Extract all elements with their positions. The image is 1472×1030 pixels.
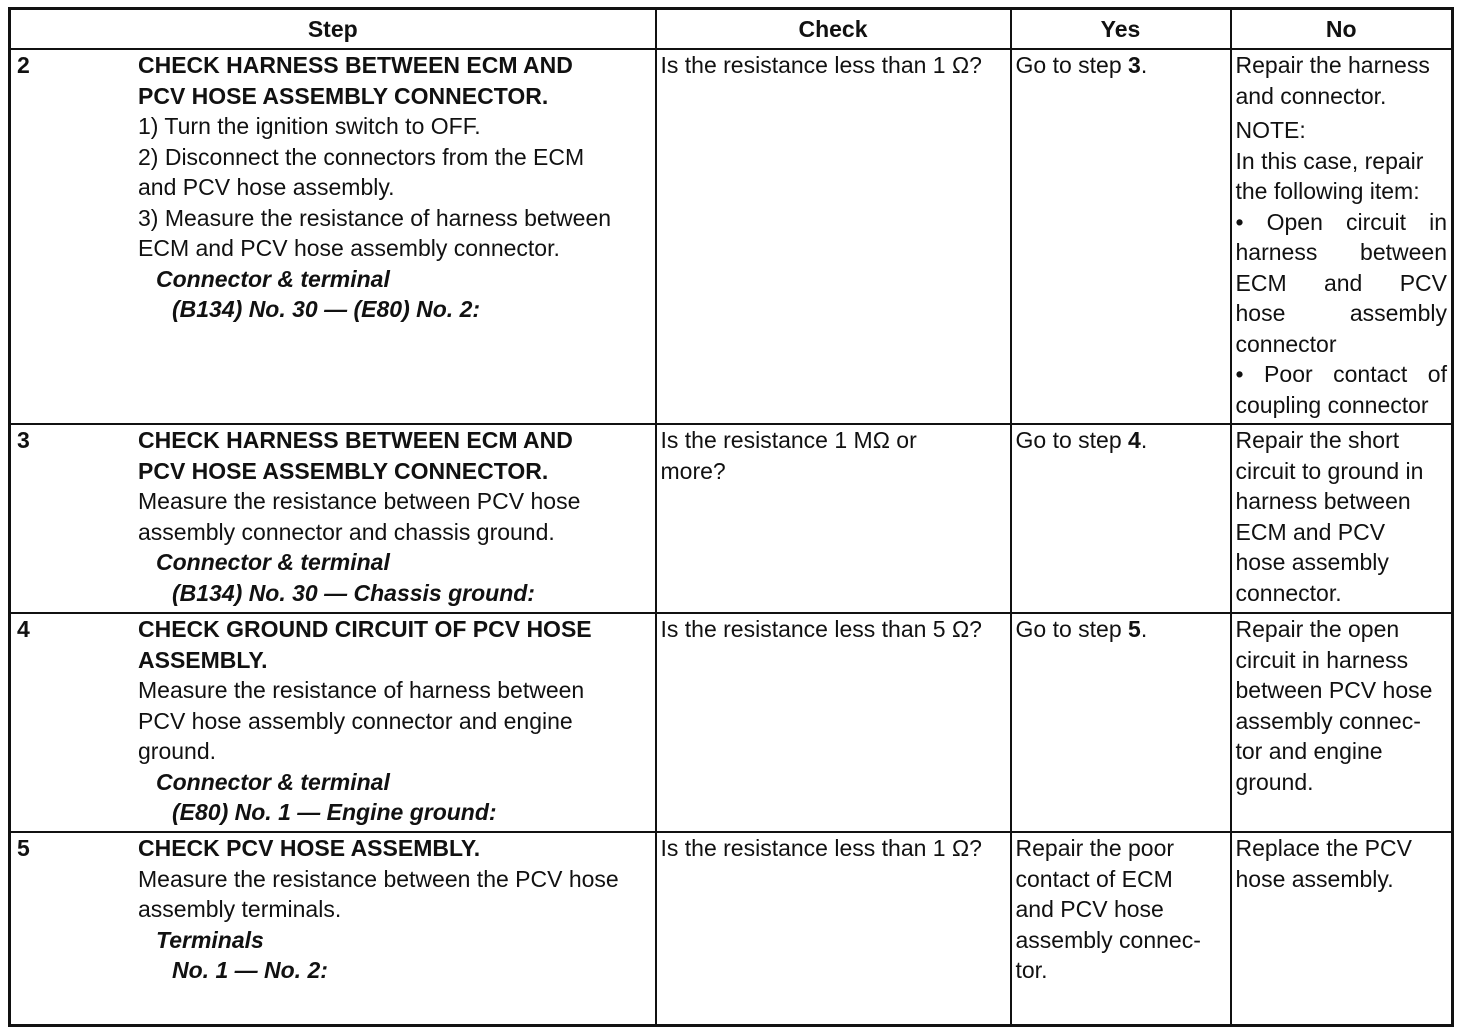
no-text: harness between xyxy=(1235,488,1411,514)
step-title: CHECK HARNESS BETWEEN ECM AND xyxy=(138,52,573,78)
yes-cell xyxy=(1011,613,1231,832)
no-text: between PCV hose xyxy=(1235,677,1433,703)
yes-suffix: . xyxy=(1140,616,1148,642)
check-text: more? xyxy=(660,457,726,484)
spec-value: (B134) No. 30 — Chassis ground: xyxy=(172,579,535,606)
step-title: ASSEMBLY. xyxy=(138,646,268,673)
check-cell: Is the resistance less than 5 Ω? xyxy=(656,613,1011,832)
yes-cell xyxy=(1011,424,1231,613)
no-text: tor and engine xyxy=(1235,738,1383,764)
spec-label: Terminals xyxy=(156,926,264,953)
no-text: assembly connec- xyxy=(1235,707,1421,734)
check-cell: Is the resistance less than 1 Ω? xyxy=(656,49,1011,424)
note-item: ECM and PCV xyxy=(1235,269,1447,296)
spec-label: Connector & terminal xyxy=(156,549,390,575)
header-yes: Yes xyxy=(1011,9,1231,50)
no-text: circuit in harness xyxy=(1235,646,1409,673)
step-cell xyxy=(10,49,656,424)
yes-text: tor. xyxy=(1015,957,1048,983)
note-item: • Poor contact of xyxy=(1235,361,1447,387)
yes-text: Go to step xyxy=(1015,52,1129,78)
spec-label: Connector & terminal xyxy=(156,265,390,292)
step-instruction: ECM and PCV hose assembly connector. xyxy=(138,235,560,261)
yes-text: Go to step xyxy=(1015,616,1129,642)
yes-step-ref: 5 xyxy=(1128,616,1141,642)
no-text: circuit to ground in xyxy=(1235,457,1424,484)
step-instruction: assembly connector and chassis ground. xyxy=(138,518,555,545)
step-instruction: 3) Measure the resistance of harness between xyxy=(138,204,612,231)
no-text: hose assembly xyxy=(1235,549,1389,575)
step-instruction: Measure the resistance between the PCV hose xyxy=(138,865,619,892)
yes-step-ref: 4 xyxy=(1128,427,1141,453)
step-title: PCV HOSE ASSEMBLY CONNECTOR. xyxy=(138,457,549,484)
step-title: CHECK HARNESS BETWEEN ECM AND xyxy=(138,427,573,453)
note-item: hose assembly xyxy=(1235,300,1447,326)
note-item: coupling connector xyxy=(1235,391,1429,418)
step-instruction: and PCV hose assembly. xyxy=(138,174,395,200)
no-cell xyxy=(1231,49,1453,424)
step-title: PCV HOSE ASSEMBLY CONNECTOR. xyxy=(138,82,549,109)
diagnostic-table xyxy=(8,7,1454,1027)
step-title: CHECK GROUND CIRCUIT OF PCV HOSE xyxy=(138,616,592,642)
check-cell xyxy=(656,424,1011,613)
yes-text: assembly connec- xyxy=(1015,926,1201,953)
header-row xyxy=(10,9,1453,50)
spec-value: (B134) No. 30 — (E80) No. 2: xyxy=(172,296,481,322)
no-cell xyxy=(1231,613,1453,832)
no-text: Replace the PCV xyxy=(1235,835,1412,861)
step-number: 3 xyxy=(17,427,30,453)
yes-cell xyxy=(1011,49,1231,424)
step-instruction: 1) Turn the ignition switch to OFF. xyxy=(138,113,481,139)
step-title: CHECK PCV HOSE ASSEMBLY. xyxy=(138,835,481,861)
step-number: 4 xyxy=(17,616,30,642)
no-text: connector. xyxy=(1235,579,1342,606)
step-instruction: assembly terminals. xyxy=(138,896,342,922)
no-text: ground. xyxy=(1235,768,1314,795)
spec-label: Connector & terminal xyxy=(156,768,390,795)
step-instruction: PCV hose assembly connector and engine xyxy=(138,707,573,734)
table-row xyxy=(10,49,1453,424)
no-text: Repair the harness xyxy=(1235,52,1430,78)
step-instruction: 2) Disconnect the connectors from the ECM xyxy=(138,143,585,170)
no-text: and connector. xyxy=(1235,82,1387,109)
no-cell xyxy=(1231,424,1453,613)
step-instruction: Measure the resistance between PCV hose xyxy=(138,488,581,514)
table-row xyxy=(10,832,1453,1025)
step-cell xyxy=(10,613,656,832)
no-cell xyxy=(1231,832,1453,1025)
yes-suffix: . xyxy=(1140,52,1148,78)
yes-suffix: . xyxy=(1140,427,1148,453)
no-text: Repair the open xyxy=(1235,616,1400,642)
check-text: Is the resistance 1 MΩ or xyxy=(660,427,917,453)
yes-text: Repair the poor xyxy=(1015,835,1175,861)
note-item: harness between xyxy=(1235,239,1447,265)
table-row xyxy=(10,613,1453,832)
note-item: • Open circuit in xyxy=(1235,208,1447,235)
header-no: No xyxy=(1231,9,1453,50)
note-item: connector xyxy=(1235,330,1337,357)
yes-text: Go to step xyxy=(1015,427,1129,453)
spec-value: (E80) No. 1 — Engine ground: xyxy=(172,799,497,825)
no-text: hose assembly. xyxy=(1235,865,1394,892)
step-cell xyxy=(10,832,656,1025)
note-text: the following item: xyxy=(1235,178,1420,204)
yes-text: contact of ECM xyxy=(1015,865,1173,892)
check-cell: Is the resistance less than 1 Ω? xyxy=(656,832,1011,1025)
table-row xyxy=(10,424,1453,613)
step-instruction: ground. xyxy=(138,738,217,764)
step-instruction: Measure the resistance of harness between xyxy=(138,677,585,703)
spec-value: No. 1 — No. 2: xyxy=(172,957,328,983)
header-step: Step xyxy=(10,9,656,50)
no-text: ECM and PCV xyxy=(1235,518,1386,545)
note-text: In this case, repair xyxy=(1235,147,1424,174)
yes-text: and PCV hose xyxy=(1015,896,1164,922)
header-check: Check xyxy=(656,9,1011,50)
yes-cell xyxy=(1011,832,1231,1025)
step-number: 2 xyxy=(17,52,30,78)
no-text: Repair the short xyxy=(1235,427,1400,453)
yes-step-ref: 3 xyxy=(1128,52,1141,78)
step-number: 5 xyxy=(17,835,30,861)
note-label: NOTE: xyxy=(1235,117,1306,143)
step-cell xyxy=(10,424,656,613)
